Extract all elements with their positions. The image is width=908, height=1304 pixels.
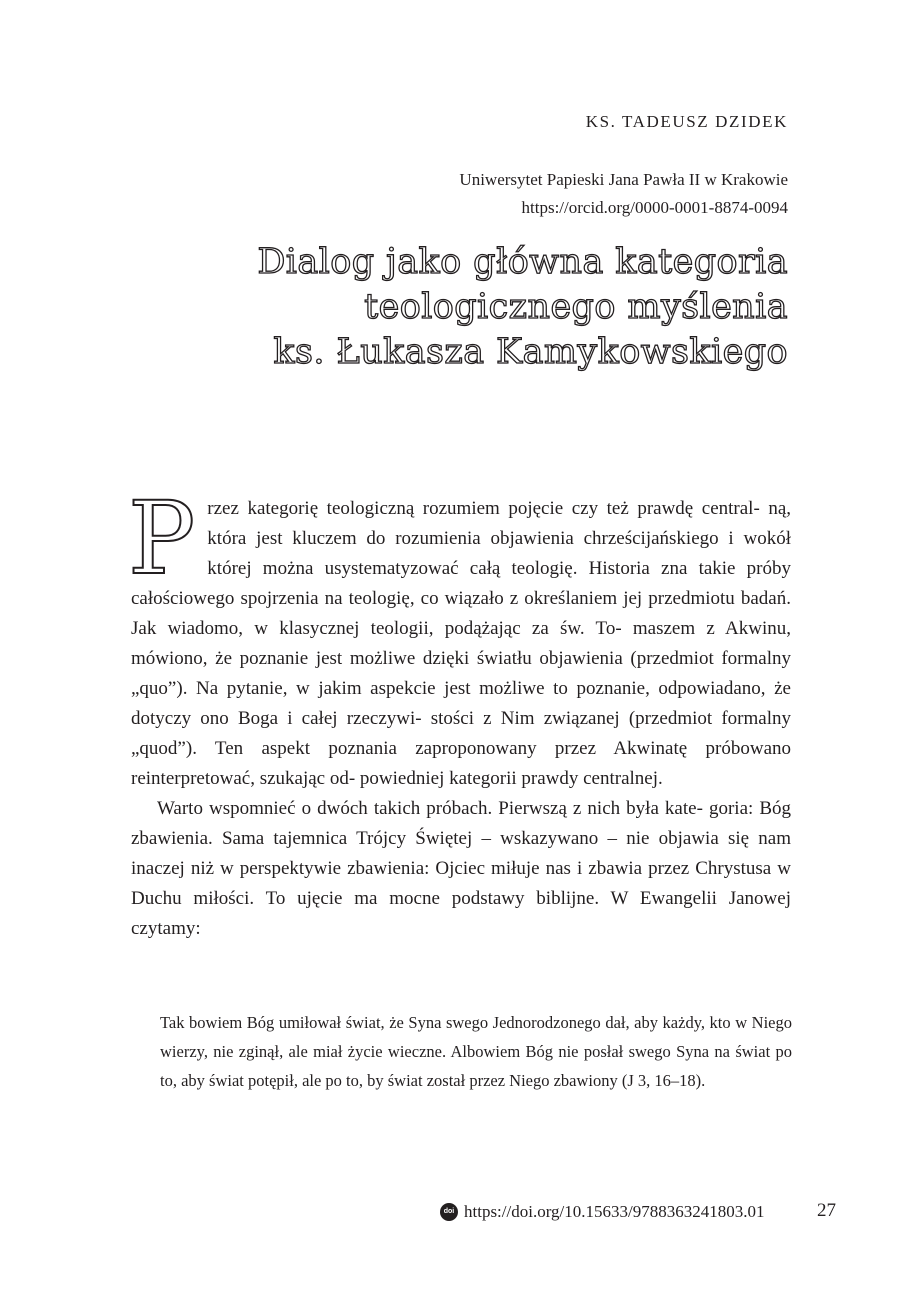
quote-text: Tak bowiem Bóg umiłował świat, że Syna swego Jednorodzonego dał, aby każdy, kto w Niego wierzy, nie zginął, ale miał życie wieczne. Albowiem Bóg nie posłał swego Syna na świat po to, aby świat potępił, ale po to, by świat został przez Niego zbawiony (J 3, 16–18). bbox=[160, 1013, 792, 1090]
affiliation: Uniwersytet Papieski Jana Pawła II w Krakowie bbox=[459, 170, 788, 189]
title-line-3: ks. Łukasza Kamykowskiego bbox=[273, 332, 788, 372]
block-quote bbox=[160, 1008, 792, 1095]
article-title bbox=[188, 240, 788, 375]
drop-cap: P bbox=[128, 480, 196, 597]
author-name: KS. TADEUSZ DZIDEK bbox=[585, 112, 788, 131]
paragraph-1 bbox=[128, 480, 791, 794]
title-line-2: teologicznego myślenia bbox=[364, 287, 788, 327]
page-number: 27 bbox=[817, 1200, 836, 1221]
doi-link[interactable]: https://doi.org/10.15633/9788363241803.01 bbox=[464, 1202, 765, 1221]
paragraph-1-text: rzez kategorię teologiczną rozumiem pojęcie czy też prawdę central- ną, która jest kluczem do rozumienia objawienia chrześcijańskiego i wokół której można usystematyzować całą teologię. Historia zna takie próby całościowego spojrzenia na teologię, co wiązało z określaniem jej przedmiotu badań. Jak wiadomo, w klasycznej teologii, podążając za św. To- maszem z Akwinu, mówiono, że poznanie jest możliwe dzięki światłu objawienia (przedmiot formalny „quo”). Na pytanie, w jakim aspekcie jest możliwe to poznanie, odpowiadano, że dotyczy ono Boga i całej rzeczywi- stości z Nim związanej (przedmiot formalny „quod”). Ten aspekt poznania zaproponowany przez Akwinatę próbowano reinterpretować, szukając od- powiedniej kategorii prawdy centralnej. bbox=[131, 498, 791, 789]
doi-line bbox=[440, 1202, 765, 1222]
article-body bbox=[128, 480, 791, 944]
orcid-link[interactable]: https://orcid.org/0000-0001-8874-0094 bbox=[521, 198, 788, 217]
doi-icon: doi bbox=[440, 1203, 458, 1221]
title-line-1: Dialog jako główna kategoria bbox=[257, 242, 788, 282]
author-affiliation-block bbox=[459, 166, 788, 222]
paragraph-2: Warto wspomnieć o dwóch takich próbach. Pierwszą z nich była kate- goria: Bóg zbawienia. Sama tajemnica Trójcy Świętej – wskazywano – nie objawia się nam inaczej niż w perspektywie zbawienia: Ojciec miłuje nas i zbawia przez Chrystusa w Duchu miłości. To ujęcie ma mocne podstawy biblijne. W Ewangelii Janowej czytamy: bbox=[131, 798, 791, 939]
